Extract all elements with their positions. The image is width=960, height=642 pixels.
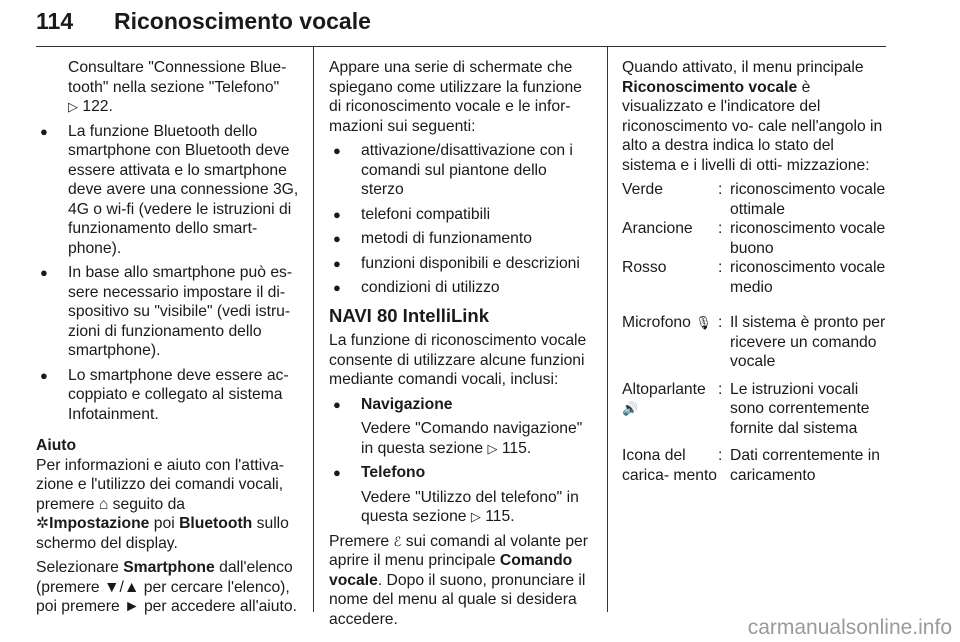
tel-text: Vedere "Utilizzo del telefono" in questa sezione xyxy=(361,488,579,525)
intro-paragraph: Appare una serie di schermate che spiegano come utilizzare la funzione di riconoscimento vocale e le infor- mazioni sui seguenti: xyxy=(329,59,582,135)
icon-value: Dati correntemente in caricamento xyxy=(730,447,880,484)
list-item: ● La funzione Bluetooth dello smartphone con Bluetooth deve essere attivata e lo smartphone deve avere una connessione 3G, 4G o wi-fi (vedere le istruzioni di funzionamento dello smart- phone). xyxy=(36,122,300,259)
premere-text: Premere xyxy=(329,532,390,550)
icon-key-text: Altoparlante xyxy=(622,380,706,398)
level-value: riconoscimento vocale ottimale xyxy=(730,181,886,218)
icon-sep: : xyxy=(718,380,723,398)
list-item: ● funzioni disponibili e descrizioni xyxy=(329,254,593,274)
level-sep: : xyxy=(718,220,723,237)
select-text: dall'elenco (premere ▼/▲ per cercare l'elenco), poi premere ► per accedere all'aiuto. xyxy=(36,559,297,615)
riconoscimento-vocale-label: Riconoscimento vocale xyxy=(622,78,798,96)
premere-text: . Dopo il suono, pronunciare il nome del menu al quale si desidera accedere. xyxy=(329,571,586,628)
column-1 xyxy=(36,58,300,622)
section-heading: NAVI 80 IntelliLink xyxy=(329,304,490,326)
column-divider-1 xyxy=(313,46,314,612)
list-item: ● attivazione/disattivazione con i comandi sul piantone dello sterzo xyxy=(329,141,593,200)
page-ref-icon: ▷ xyxy=(487,440,498,456)
intro-text: è visualizzato e l'indicatore del riconoscimento vo- cale nell'angolo in alto a destra indica lo stato del sistema e i livelli di otti- mizzazione: xyxy=(622,78,883,174)
table-row xyxy=(622,313,890,372)
icon-sep: : xyxy=(718,447,723,464)
icon-key xyxy=(622,313,718,372)
list-item-telefono: ● Telefono xyxy=(329,463,593,483)
table-row xyxy=(622,258,890,297)
level-value: riconoscimento vocale buono xyxy=(730,220,886,257)
icon-value: Il sistema è pronto per ricevere un comando vocale xyxy=(730,314,886,370)
level-key: Arancione xyxy=(622,220,693,237)
level-sep: : xyxy=(718,259,723,276)
voice-command-icon: ℰ xyxy=(393,533,402,549)
icon-key: Icona del carica- mento xyxy=(622,447,718,484)
column-3 xyxy=(622,58,890,485)
impostazione-label: Impostazione xyxy=(49,515,150,532)
nav-text: Vedere "Comando navigazione" in questa sezione xyxy=(361,420,583,457)
intro-text: Quando attivato, il menu principale xyxy=(622,59,864,76)
level-sep: : xyxy=(718,181,723,198)
intro-text: Consultare "Connessione Blue- tooth" nella sezione "Telefono" xyxy=(68,59,287,96)
column-2 xyxy=(329,58,593,634)
table-row xyxy=(622,219,890,258)
speaker-icon: 🔊 xyxy=(622,401,639,416)
aiuto-text: sullo schermo del display. xyxy=(36,515,289,552)
aiuto-text: seguito da xyxy=(112,495,186,513)
premere-paragraph xyxy=(329,532,593,630)
icon-key-text: Microfono xyxy=(622,314,691,331)
level-key: Verde xyxy=(622,181,663,198)
page-header xyxy=(36,6,884,42)
table-row xyxy=(622,380,890,439)
header-rule xyxy=(36,46,886,47)
section-paragraph: La funzione di riconoscimento vocale consente di utilizzare alcune funzioni mediante comandi vocali, inclusi: xyxy=(329,332,587,388)
level-value: riconoscimento vocale medio xyxy=(730,259,886,296)
watermark: carmanualsonline.info xyxy=(747,616,952,639)
list-item: ● telefoni compatibili xyxy=(329,205,593,225)
list-item: ● In base allo smartphone può es- sere necessario impostare il di- spositivo su "visibile" (vedi istru- zioni di funzionamento dello smartphone). xyxy=(36,263,300,361)
levels-table xyxy=(622,180,890,485)
aiuto-heading: Aiuto xyxy=(36,437,77,454)
column-divider-2 xyxy=(607,46,608,612)
icon-key xyxy=(622,380,718,439)
tel-description xyxy=(329,488,593,527)
microphone-icon: 🎙 xyxy=(695,315,712,330)
comando-vocale-label: Comando vocale xyxy=(329,552,573,589)
page-title: Riconoscimento vocale xyxy=(114,8,371,34)
list-item: ● condizioni di utilizzo xyxy=(329,278,593,298)
select-text: Selezionare xyxy=(36,559,119,576)
table-row xyxy=(622,446,890,485)
page-ref[interactable]: 115. xyxy=(501,439,532,457)
smartphone-label: Smartphone xyxy=(123,559,215,576)
page-ref-icon: ▷ xyxy=(470,509,481,524)
select-paragraph xyxy=(36,558,300,617)
home-icon: ⌂ xyxy=(98,495,109,513)
page-ref[interactable]: 122. xyxy=(82,98,113,115)
intro-paragraph xyxy=(36,58,300,117)
page-number: 114 xyxy=(36,8,74,34)
premere-text: sui comandi al volante per aprire il menu principale xyxy=(329,532,589,569)
aiuto-paragraph xyxy=(36,456,300,554)
icon-sep: : xyxy=(718,314,723,331)
aiuto-text: poi xyxy=(153,515,175,532)
list-item: ● Lo smartphone deve essere ac- coppiato e collegato al sistema Infotainment. xyxy=(36,366,300,425)
page-ref-icon: ▷ xyxy=(68,99,78,114)
list-item-navigazione: ● Navigazione xyxy=(329,395,593,415)
intro-paragraph xyxy=(622,58,890,175)
aiuto-text: Per informazioni e aiuto con l'attiva- zione e l'utilizzo dei comandi vocali, premere xyxy=(36,456,285,513)
bluetooth-label: Bluetooth xyxy=(179,515,253,532)
table-row xyxy=(622,180,890,219)
icon-value: Le istruzioni vocali sono correntemente fornite dal sistema xyxy=(730,380,870,437)
level-key: Rosso xyxy=(622,259,667,276)
nav-description xyxy=(329,419,593,458)
page-ref[interactable]: 115. xyxy=(485,508,515,525)
gear-icon: ✲ xyxy=(36,515,50,532)
list-item: ● metodi di funzionamento xyxy=(329,229,593,249)
